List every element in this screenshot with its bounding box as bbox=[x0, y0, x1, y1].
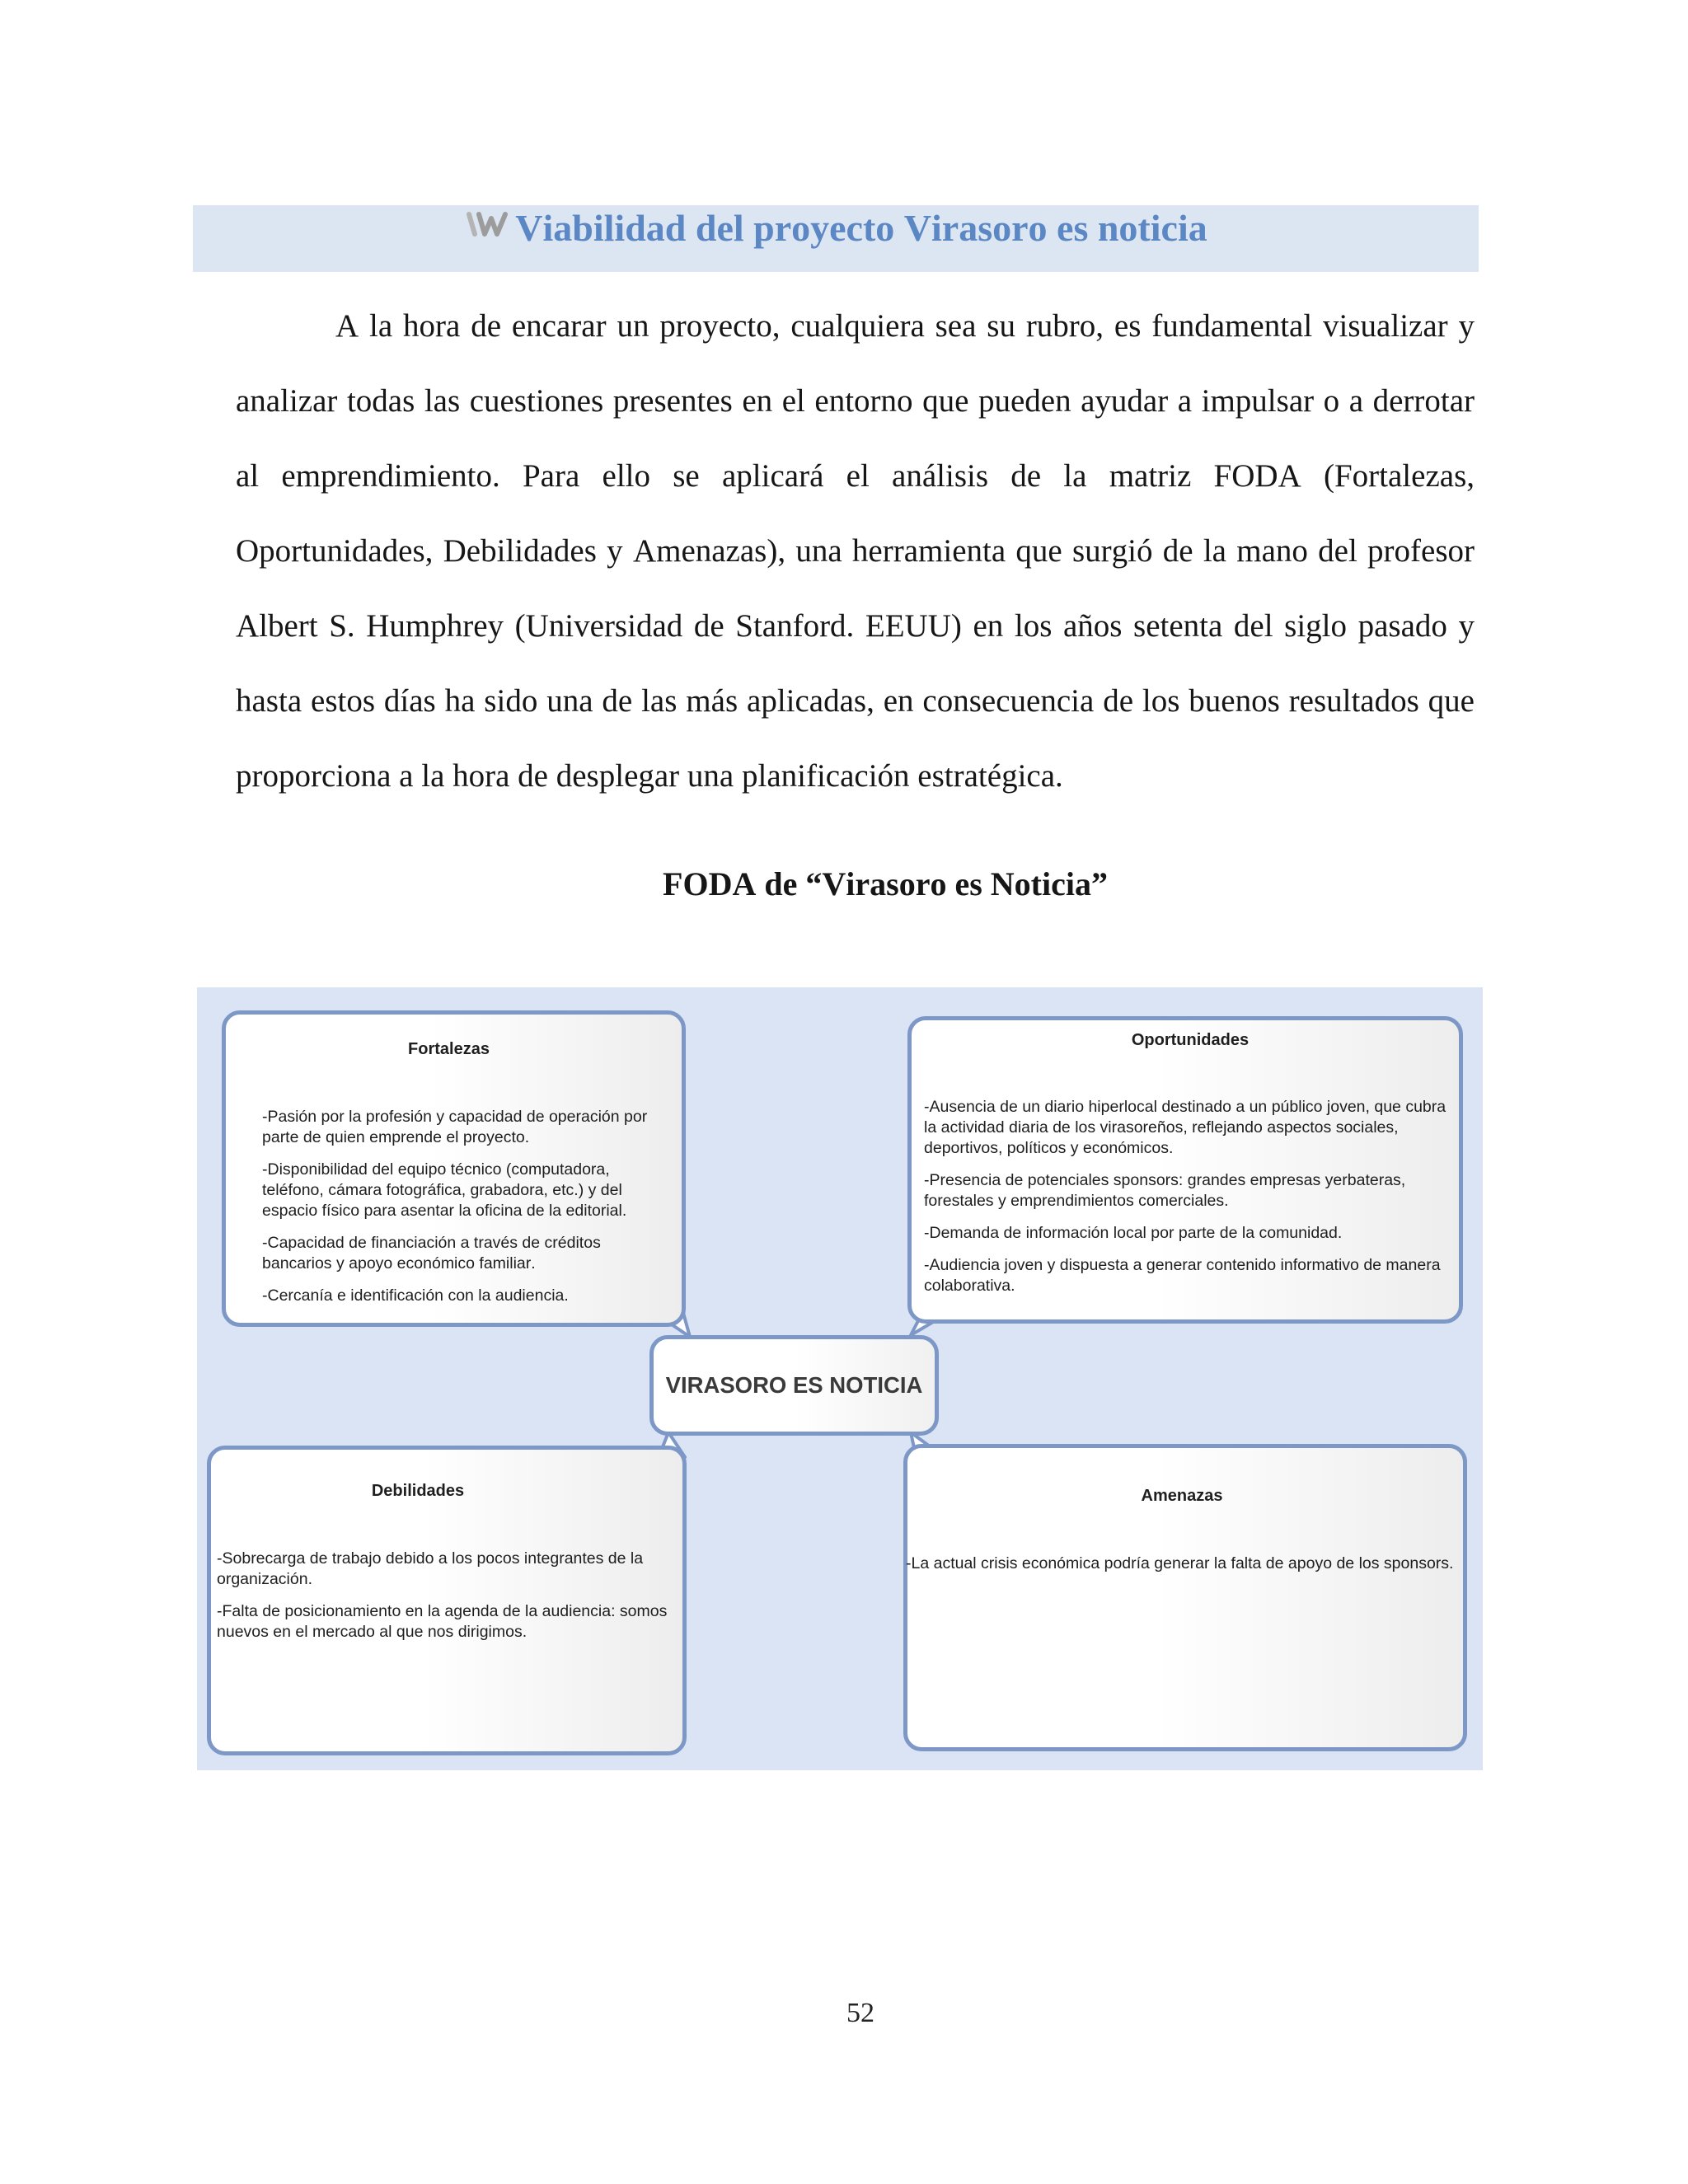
oportunidades-heading: Oportunidades bbox=[1131, 1031, 1250, 1049]
page-number: 52 bbox=[846, 1998, 874, 2028]
oportunidades-item: -Presencia de potenciales sponsors: grandes empresas yerbateras, forestales y emprendimientos comerciales. bbox=[924, 1171, 1406, 1210]
foda-diagram bbox=[197, 987, 1483, 1770]
debilidades-box bbox=[207, 1446, 687, 1755]
amenazas-heading: Amenazas bbox=[1141, 1487, 1223, 1505]
debilidades-heading: Debilidades bbox=[371, 1482, 465, 1500]
fortalezas-heading: Fortalezas bbox=[408, 1040, 490, 1058]
oportunidades-item: -Ausencia de un diario hiperlocal destinado a un público joven, que cubra la actividad diaria de los virasoreños, reflejando aspectos sociales, deportivos, políticos y económicos. bbox=[924, 1098, 1447, 1157]
oportunidades-list bbox=[924, 1097, 1454, 1296]
fortalezas-list bbox=[262, 1107, 662, 1306]
figure-title: FODA de “Virasoro es Noticia” bbox=[663, 865, 1108, 902]
amenazas-list bbox=[906, 1554, 1463, 1574]
amenazas-box bbox=[903, 1444, 1467, 1751]
oportunidades-item: -Demanda de información local por parte de la comunidad. bbox=[924, 1224, 1343, 1242]
fortalezas-item: -Cercanía e identificación con la audiencia. bbox=[262, 1286, 569, 1305]
debilidades-item: -Sobrecarga de trabajo debido a los pocos integrantes de la organización. bbox=[217, 1549, 644, 1588]
oportunidades-box bbox=[907, 1016, 1463, 1324]
fortalezas-item: -Pasión por la profesión y capacidad de operación por parte de quien emprende el proyecto. bbox=[262, 1108, 648, 1146]
fortalezas-box bbox=[222, 1010, 686, 1327]
fortalezas-item: -Capacidad de financiación a través de créditos bancarios y apoyo económico familiar. bbox=[262, 1234, 601, 1272]
section-header-band bbox=[193, 205, 1479, 272]
section-title: Viabilidad del proyecto Virasoro es noticia bbox=[515, 207, 1207, 249]
debilidades-list bbox=[217, 1549, 678, 1643]
center-label: VIRASORO ES NOTICIA bbox=[665, 1372, 923, 1398]
body-paragraph: A la hora de encarar un proyecto, cualquiera sea su rubro, es fundamental visualizar y analizar todas las cuestiones presentes en el entorno que pueden ayudar a impulsar o a derrotar al emprendimiento. Para ello se aplicará el análisis de la matriz FODA (Fortalezas, Oportunidades, Debilidades y Amenazas), una herramienta que surgió de la mano del profesor Albert S. Humphrey (Universidad de Stanford. EEUU) en los años setenta del siglo pasado y hasta estos días ha sido una de las más aplicadas, en consecuencia de los buenos resultados que proporciona a la hora de desplegar una planificación estratégica. bbox=[236, 308, 1475, 794]
virasoro-logo-icon bbox=[464, 209, 510, 239]
fortalezas-item: -Disponibilidad del equipo técnico (computadora, teléfono, cámara fotográfica, grabadora, etc.) y del espacio físico para asentar la oficina de la editorial. bbox=[262, 1160, 627, 1220]
amenazas-item: -La actual crisis económica podría generar la falta de apoyo de los sponsors. bbox=[906, 1554, 1454, 1572]
center-label-box bbox=[649, 1335, 939, 1436]
debilidades-item: -Falta de posicionamiento en la agenda de la audiencia: somos nuevos en el mercado al que nos dirigimos. bbox=[217, 1602, 668, 1641]
oportunidades-item: -Audiencia joven y dispuesta a generar contenido informativo de manera colaborativa. bbox=[924, 1256, 1441, 1295]
